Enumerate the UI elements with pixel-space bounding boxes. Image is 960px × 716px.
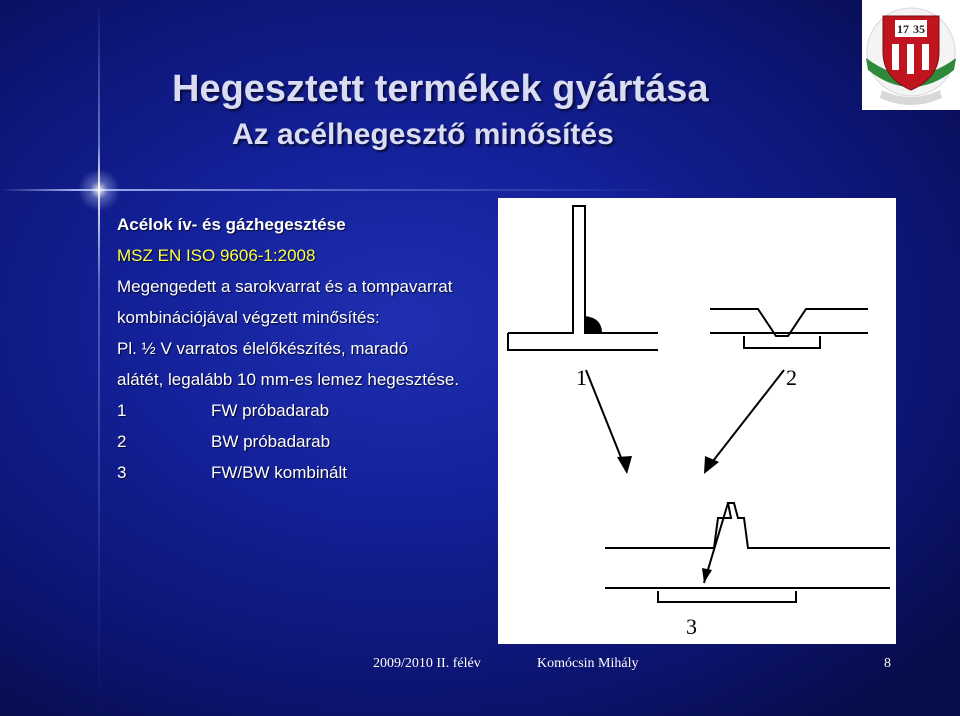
slide-body xyxy=(117,209,497,488)
weld-diagram xyxy=(498,198,896,644)
diagram-label-2: 2 xyxy=(786,365,797,390)
decorative-horizontal-line xyxy=(0,189,960,191)
list-item-number: 2 xyxy=(117,432,127,451)
decorative-vertical-line xyxy=(98,0,100,716)
body-line: Pl. ½ V varratos élelőkészítés, maradó xyxy=(117,339,409,358)
diagram-label-1: 1 xyxy=(576,365,587,390)
footer-author: Komócsin Mihály xyxy=(537,656,639,671)
standard-reference: MSZ EN ISO 9606-1:2008 xyxy=(117,246,316,265)
section-heading: Acélok ív- és gázhegesztése xyxy=(117,215,346,234)
list-item xyxy=(117,457,497,488)
logo-year-left: 17 xyxy=(897,22,909,36)
slide-title: Hegesztett termékek gyártása xyxy=(172,68,709,110)
decorative-light-flare xyxy=(74,165,124,215)
university-logo xyxy=(862,0,960,110)
list-item-number: 3 xyxy=(117,463,127,482)
list-item xyxy=(117,395,497,426)
list-item-label: FW/BW kombinált xyxy=(211,463,348,482)
footer-semester: 2009/2010 II. félév xyxy=(373,656,481,671)
list-item-label: BW próbadarab xyxy=(211,432,331,451)
university-crest-icon xyxy=(862,0,960,110)
body-line: alátét, legalább 10 mm-es lemez hegesztése. xyxy=(117,370,460,389)
body-line: kombinációjával végzett minősítés: xyxy=(117,308,380,327)
diagram-label-3: 3 xyxy=(686,614,697,639)
footer-page-number: 8 xyxy=(884,656,891,671)
slide-subtitle: Az acélhegesztő minősítés xyxy=(232,118,614,151)
list-item xyxy=(117,426,497,457)
logo-year-right: 35 xyxy=(913,22,925,36)
weld-joint-drawing xyxy=(498,198,896,644)
body-line: Megengedett a sarokvarrat és a tompavarrat xyxy=(117,277,453,296)
list-item-label: FW próbadarab xyxy=(211,401,330,420)
list-item-number: 1 xyxy=(117,401,127,420)
